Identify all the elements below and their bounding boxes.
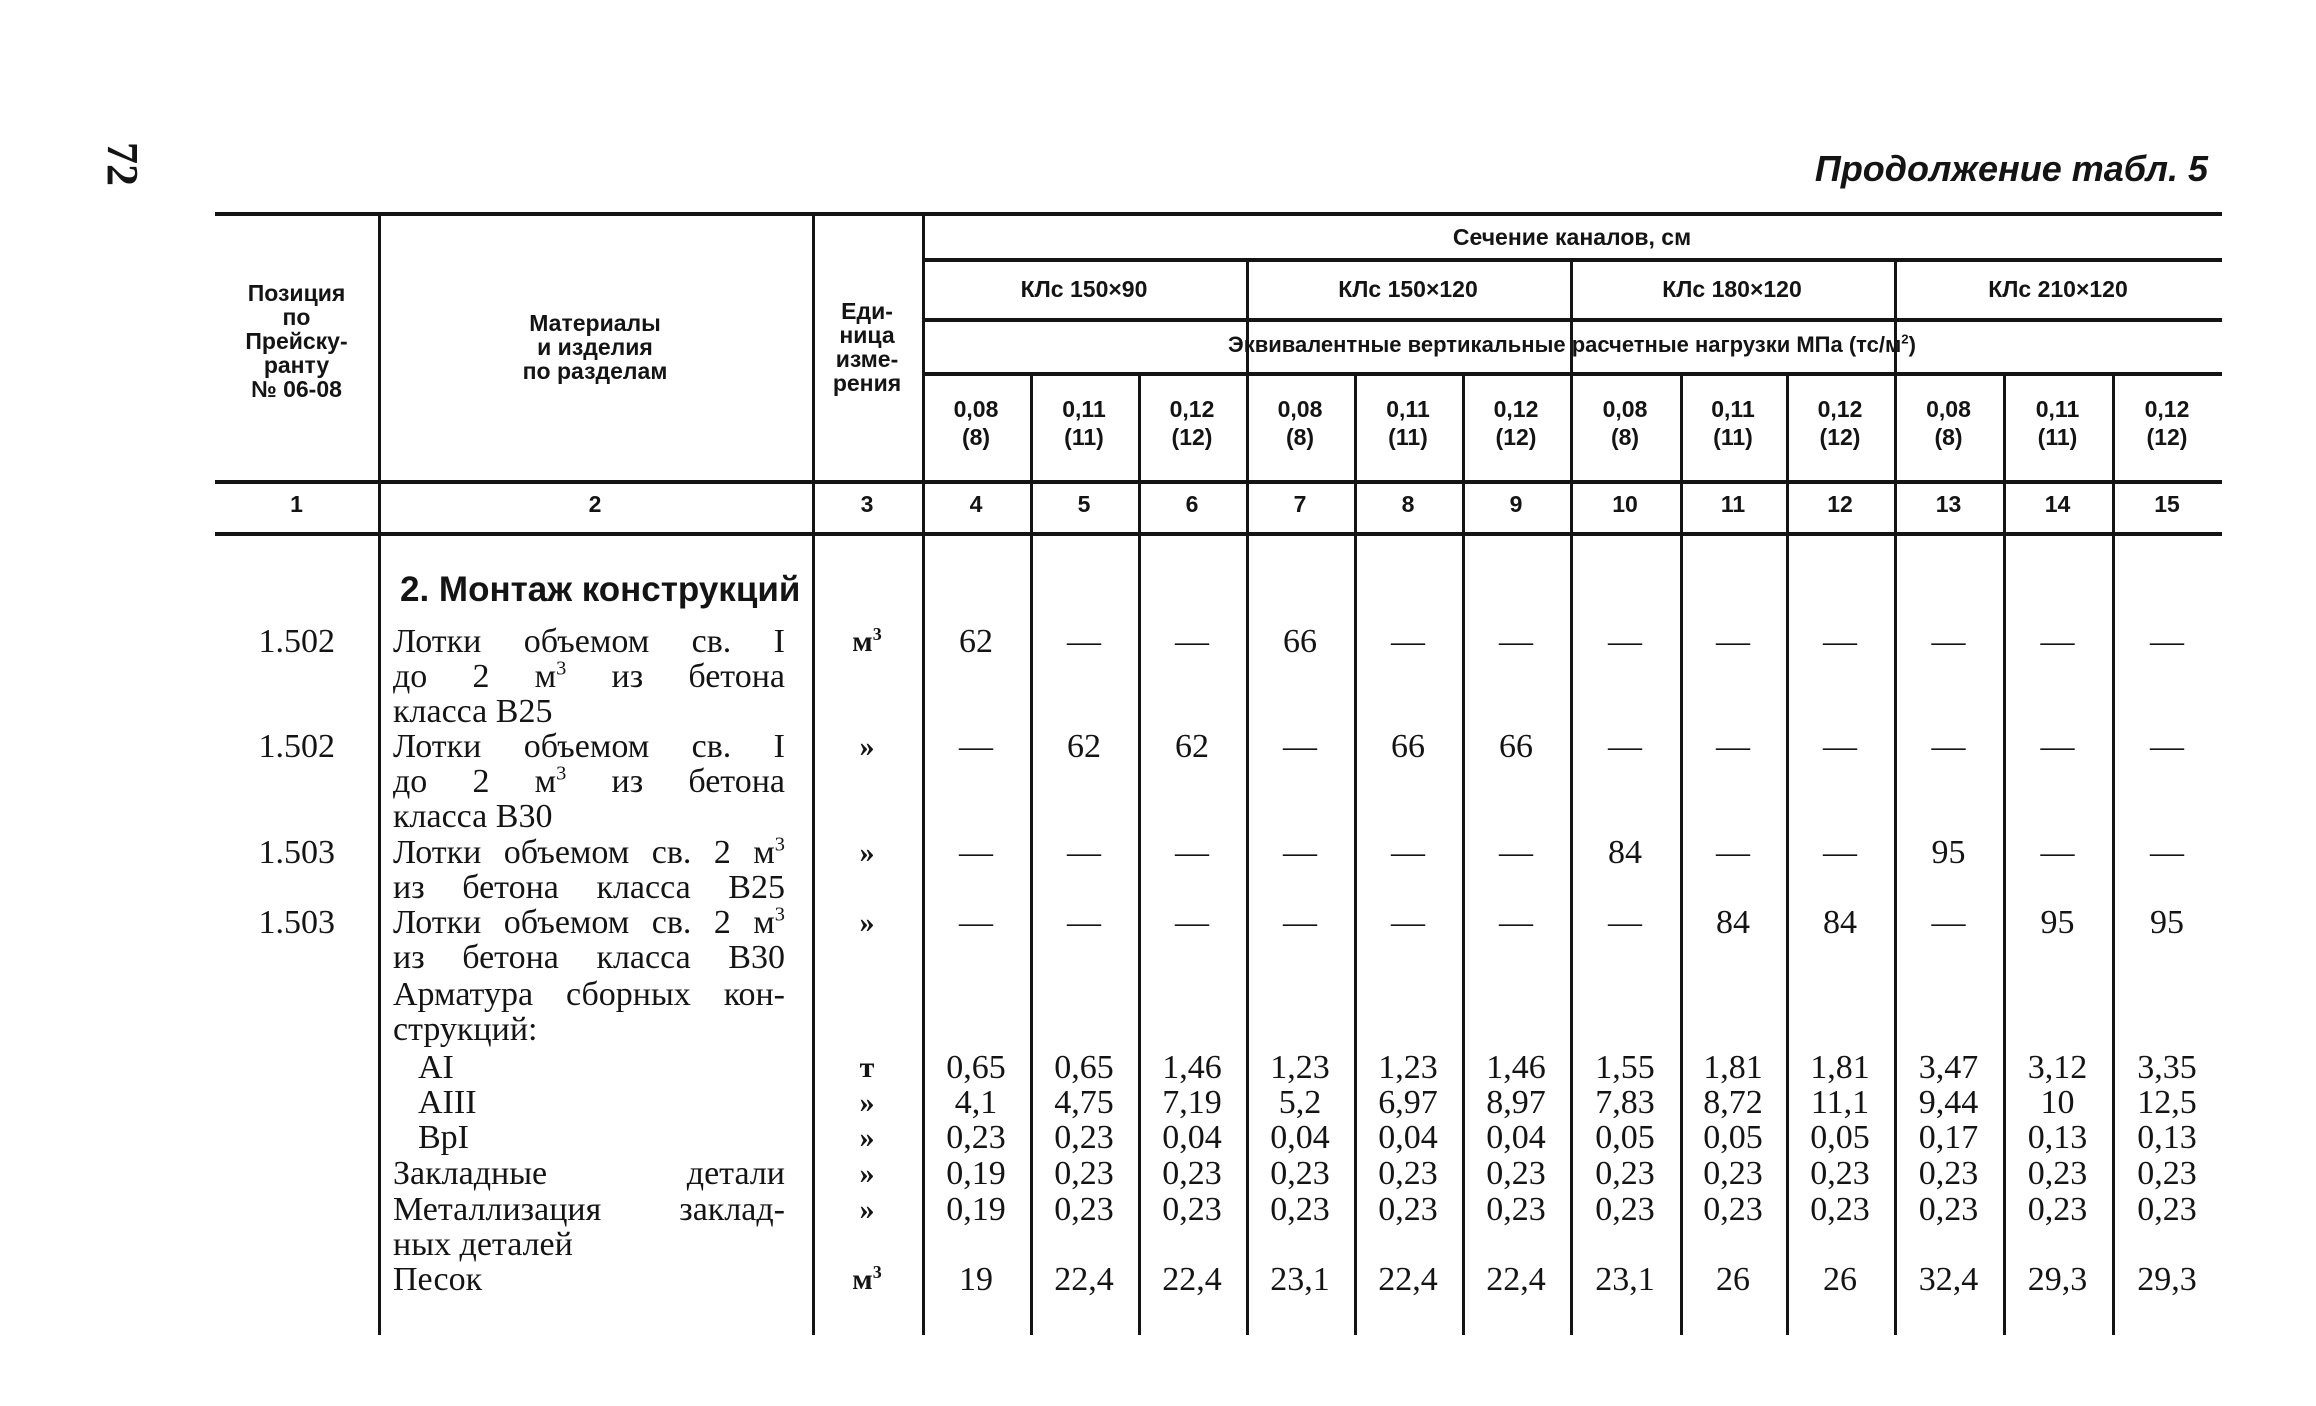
load-unit-header: (12) bbox=[1495, 424, 1537, 450]
row-unit: » bbox=[859, 1157, 875, 1190]
row-description: до 2 $м^3$ из бетона bbox=[393, 657, 785, 695]
column-number: 2 bbox=[588, 491, 602, 517]
row-value: — bbox=[959, 904, 993, 941]
row-value: 4,75 bbox=[1054, 1084, 1114, 1121]
row-value: 95 bbox=[2040, 904, 2075, 941]
row-value: 0,13 bbox=[2137, 1119, 2197, 1156]
load-unit-header: (8) bbox=[1934, 424, 1963, 450]
row-value: — bbox=[1175, 834, 1209, 871]
row-value: 0,23 bbox=[1918, 1191, 1979, 1228]
row-value: — bbox=[1931, 623, 1966, 660]
row-value: — bbox=[1175, 904, 1209, 941]
row-value: 0,23 bbox=[1378, 1155, 1438, 1192]
row-value: 84 bbox=[1608, 834, 1642, 871]
unit-header: рения bbox=[832, 370, 902, 396]
column-number: 3 bbox=[860, 491, 874, 517]
row-value: 0,23 bbox=[1810, 1155, 1870, 1192]
row-value: 0,23 bbox=[1054, 1191, 1114, 1228]
row-value: — bbox=[1823, 623, 1857, 660]
row-value: — bbox=[1823, 834, 1857, 871]
row-value: — bbox=[1608, 728, 1642, 765]
load-value-header: 0,08 bbox=[953, 396, 999, 422]
unit-header: Еди- bbox=[841, 298, 893, 324]
materials-header: по разделам bbox=[522, 358, 668, 384]
row-description: Арматура сборных кон- bbox=[393, 976, 785, 1013]
column-number: 4 bbox=[969, 491, 983, 517]
row-unit: » bbox=[859, 1121, 875, 1154]
row-description: класса В25 bbox=[393, 693, 553, 730]
row-value: 0,23 bbox=[1810, 1191, 1870, 1228]
row-value: 0,23 bbox=[2027, 1155, 2088, 1192]
row-value: 0,23 bbox=[1054, 1119, 1114, 1156]
row-description: струкций: bbox=[393, 1011, 538, 1048]
load-unit-header: (11) bbox=[2037, 424, 2078, 450]
row-value: — bbox=[959, 834, 993, 871]
row-value: 1,23 bbox=[1378, 1049, 1438, 1086]
load-value-header: 0,12 bbox=[2144, 396, 2190, 422]
row-value: — bbox=[1499, 834, 1533, 871]
row-value: 0,23 bbox=[1378, 1191, 1438, 1228]
load-value-header: 0,08 bbox=[1926, 396, 1971, 422]
section-title: 2. Монтаж конструкций bbox=[400, 570, 801, 609]
row-value: 1,46 bbox=[1162, 1049, 1222, 1086]
row-unit: » bbox=[859, 906, 875, 939]
column-number: 5 bbox=[1077, 491, 1091, 517]
row-value: 26 bbox=[1716, 1261, 1750, 1298]
row-value: 1,55 bbox=[1595, 1049, 1655, 1086]
loads-header: Эквивалентные вертикальные расчетные нагрузки МПа $(тс/м^2)$ bbox=[1228, 331, 1916, 357]
row-value: — bbox=[1716, 834, 1750, 871]
materials-header: и изделия bbox=[537, 334, 653, 360]
row-code: 1.503 bbox=[258, 834, 335, 871]
row-value: 5,2 bbox=[1278, 1084, 1322, 1121]
row-value: — bbox=[2150, 834, 2184, 871]
row-value: 0,65 bbox=[1054, 1049, 1114, 1086]
row-value: 32,4 bbox=[1918, 1261, 1979, 1298]
row-value: 66 bbox=[1283, 623, 1317, 660]
row-value: 84 bbox=[1823, 904, 1857, 941]
row-value: 0,05 bbox=[1703, 1119, 1763, 1156]
table-top-rule bbox=[215, 212, 2222, 216]
row-description: до 2 $м^3$ из бетона bbox=[393, 762, 785, 800]
column-number: 12 bbox=[1827, 491, 1853, 517]
row-code: 1.502 bbox=[258, 728, 335, 765]
row-value: 11,1 bbox=[1810, 1084, 1870, 1121]
row-value: 84 bbox=[1716, 904, 1750, 941]
load-value-header: 0,11 bbox=[1386, 396, 1430, 422]
row-value: — bbox=[1067, 904, 1101, 941]
row-value: 3,47 bbox=[1918, 1049, 1979, 1086]
row-value: 0,23 bbox=[946, 1119, 1006, 1156]
unit-header: ница bbox=[839, 322, 895, 348]
channel-header: КЛс 150×120 bbox=[1338, 276, 1478, 302]
row-value: 0,23 bbox=[1918, 1155, 1979, 1192]
row-value: — bbox=[959, 728, 993, 765]
column-number: 13 bbox=[1935, 491, 1962, 517]
position-header: Прейску- bbox=[245, 328, 348, 354]
row-value: 0,23 bbox=[1162, 1155, 1222, 1192]
row-value: 0,23 bbox=[1054, 1155, 1114, 1192]
row-value: 0,23 bbox=[2027, 1191, 2088, 1228]
row-unit: » bbox=[859, 730, 875, 763]
load-value-header: 0,12 bbox=[1817, 396, 1863, 422]
row-value: — bbox=[1499, 623, 1533, 660]
row-value: — bbox=[1931, 904, 1966, 941]
row-value: 66 bbox=[1391, 728, 1425, 765]
row-value: 6,97 bbox=[1378, 1084, 1438, 1121]
channel-header: КЛс 150×90 bbox=[1020, 276, 1148, 302]
row-value: — bbox=[1175, 623, 1209, 660]
column-numbers-rule bbox=[215, 532, 2222, 536]
load-unit-header: (8) bbox=[1610, 424, 1640, 450]
row-value: — bbox=[2040, 834, 2075, 871]
row-unit: » bbox=[859, 1086, 875, 1119]
row-value: 7,83 bbox=[1595, 1084, 1655, 1121]
row-description: класса В30 bbox=[393, 798, 553, 835]
row-value: 3,35 bbox=[2137, 1049, 2197, 1086]
load-value-header: 0,12 bbox=[1169, 396, 1215, 422]
position-header: Позиция bbox=[247, 280, 346, 306]
load-value-header: 0,12 bbox=[1493, 396, 1539, 422]
row-unit: » bbox=[859, 836, 875, 869]
column-number: 10 bbox=[1612, 491, 1638, 517]
column-number: 1 bbox=[290, 491, 303, 517]
row-value: 0,23 bbox=[2137, 1155, 2197, 1192]
row-value: 0,05 bbox=[1810, 1119, 1870, 1156]
load-value-header: 0,08 bbox=[1277, 396, 1323, 422]
row-value: 1,81 bbox=[1703, 1049, 1763, 1086]
load-unit-header: (11) bbox=[1388, 424, 1428, 450]
table-continuation-caption: Продолжение табл. 5 bbox=[1814, 148, 2208, 189]
row-value: — bbox=[1716, 623, 1750, 660]
row-value: — bbox=[1067, 623, 1101, 660]
row-value: — bbox=[1283, 904, 1317, 941]
row-description: AIII bbox=[418, 1084, 477, 1121]
row-value: 0,05 bbox=[1595, 1119, 1655, 1156]
row-value: 29,3 bbox=[2027, 1261, 2088, 1298]
column-number: 11 bbox=[1720, 491, 1746, 517]
row-value: 0,23 bbox=[1270, 1191, 1330, 1228]
row-value: 62 bbox=[1175, 728, 1209, 765]
load-unit-header: (12) bbox=[1171, 424, 1213, 450]
row-value: 3,12 bbox=[2027, 1049, 2088, 1086]
row-value: 22,4 bbox=[1378, 1261, 1438, 1298]
row-value: 0,23 bbox=[1703, 1191, 1763, 1228]
column-number: 8 bbox=[1401, 491, 1415, 517]
row-value: 0,04 bbox=[1270, 1119, 1330, 1156]
load-value-header: 0,11 bbox=[1711, 396, 1755, 422]
column-number: 14 bbox=[2044, 491, 2071, 517]
row-description: AI bbox=[418, 1049, 454, 1086]
row-value: — bbox=[1283, 728, 1317, 765]
row-value: 66 bbox=[1499, 728, 1533, 765]
row-value: 4,1 bbox=[954, 1084, 998, 1121]
row-value: — bbox=[1067, 834, 1101, 871]
row-value: 0,04 bbox=[1486, 1119, 1546, 1156]
unit-header: изме- bbox=[835, 346, 899, 372]
channel-section-header: Сечение каналов, см bbox=[1452, 224, 1692, 250]
row-value: 29,3 bbox=[2137, 1261, 2197, 1298]
row-value: — bbox=[1823, 728, 1857, 765]
row-value: — bbox=[1391, 904, 1425, 941]
row-description: Лотки объемом св. 2 $м^3$ bbox=[393, 833, 785, 871]
row-value: — bbox=[2040, 623, 2075, 660]
row-description: Лотки объемом св. 2 $м^3$ bbox=[393, 903, 785, 941]
header-bottom-rule bbox=[215, 480, 2222, 484]
row-value: 0,13 bbox=[2027, 1119, 2088, 1156]
column-number: 7 bbox=[1293, 491, 1307, 517]
row-value: 0,04 bbox=[1162, 1119, 1222, 1156]
channel-header: КЛс 180×120 bbox=[1662, 276, 1802, 302]
row-value: 9,44 bbox=[1918, 1084, 1979, 1121]
row-value: 8,72 bbox=[1703, 1084, 1763, 1121]
row-value: 19 bbox=[959, 1261, 993, 1298]
row-value: — bbox=[1391, 834, 1425, 871]
row-description: Лотки объемом св. I bbox=[393, 728, 785, 765]
load-value-header: 0,11 bbox=[1062, 396, 1106, 422]
row-description: из бетона класса В30 bbox=[393, 939, 785, 976]
row-value: 0,23 bbox=[1162, 1191, 1222, 1228]
load-value-header: 0,11 bbox=[2035, 396, 2080, 422]
row-value: 95 bbox=[2150, 904, 2184, 941]
row-unit: » bbox=[859, 1193, 875, 1226]
load-unit-header: (11) bbox=[1064, 424, 1104, 450]
row-value: 12,5 bbox=[2137, 1084, 2197, 1121]
row-description: Металлизация заклад- bbox=[393, 1191, 785, 1228]
row-description: BpI bbox=[418, 1119, 469, 1156]
load-unit-header: (12) bbox=[2146, 424, 2188, 450]
row-value: — bbox=[2040, 728, 2075, 765]
row-description: Песок bbox=[393, 1261, 483, 1298]
row-value: 0,23 bbox=[2137, 1191, 2197, 1228]
column-number: 15 bbox=[2154, 491, 2180, 517]
column-number: 9 bbox=[1509, 491, 1523, 517]
row-code: 1.503 bbox=[258, 904, 335, 941]
row-value: 0,23 bbox=[1595, 1191, 1655, 1228]
position-header: № 06-08 bbox=[251, 376, 342, 402]
row-value: 0,19 bbox=[946, 1191, 1006, 1228]
row-value: 10 bbox=[2040, 1084, 2075, 1121]
row-value: 0,23 bbox=[1595, 1155, 1655, 1192]
row-value: 23,1 bbox=[1595, 1261, 1655, 1298]
row-unit: т bbox=[859, 1051, 875, 1084]
row-code: 1.502 bbox=[258, 623, 335, 660]
row-value: — bbox=[1499, 904, 1533, 941]
load-unit-header: (8) bbox=[1285, 424, 1315, 450]
load-unit-header: (8) bbox=[961, 424, 991, 450]
row-value: 26 bbox=[1823, 1261, 1857, 1298]
page-number: 72 bbox=[98, 142, 147, 186]
row-value: 0,23 bbox=[1703, 1155, 1763, 1192]
row-value: 62 bbox=[1067, 728, 1101, 765]
row-value: — bbox=[1391, 623, 1425, 660]
row-description: ных деталей bbox=[393, 1226, 573, 1263]
load-unit-header: (11) bbox=[1713, 424, 1753, 450]
row-unit: $м^3$ bbox=[852, 624, 882, 658]
row-value: 1,81 bbox=[1810, 1049, 1870, 1086]
row-value: — bbox=[1931, 728, 1966, 765]
position-header: ранту bbox=[263, 352, 330, 378]
row-unit: $м^3$ bbox=[852, 1262, 882, 1296]
row-value: 22,4 bbox=[1162, 1261, 1222, 1298]
row-value: — bbox=[1283, 834, 1317, 871]
row-value: — bbox=[1716, 728, 1750, 765]
row-value: 1,23 bbox=[1270, 1049, 1330, 1086]
row-value: 0,19 bbox=[946, 1155, 1006, 1192]
row-description: из бетона класса В25 bbox=[393, 869, 785, 906]
row-value: 0,17 bbox=[1918, 1119, 1979, 1156]
row-value: 95 bbox=[1931, 834, 1966, 871]
row-value: 1,46 bbox=[1486, 1049, 1546, 1086]
row-value: 8,97 bbox=[1486, 1084, 1546, 1121]
row-value: 22,4 bbox=[1486, 1261, 1546, 1298]
load-value-header: 0,08 bbox=[1602, 396, 1648, 422]
row-description: Лотки объемом св. I bbox=[393, 623, 785, 660]
materials-header: Материалы bbox=[529, 310, 661, 336]
row-value: 22,4 bbox=[1054, 1261, 1114, 1298]
row-value: 7,19 bbox=[1162, 1084, 1222, 1121]
row-value: — bbox=[1608, 904, 1642, 941]
row-value: 23,1 bbox=[1270, 1261, 1330, 1298]
row-value: — bbox=[1608, 623, 1642, 660]
channel-header: КЛс 210×120 bbox=[1988, 276, 2128, 302]
position-header: по bbox=[282, 304, 311, 330]
row-value: 0,04 bbox=[1378, 1119, 1438, 1156]
row-value: — bbox=[2150, 728, 2184, 765]
column-number: 6 bbox=[1185, 491, 1199, 517]
load-unit-header: (12) bbox=[1819, 424, 1861, 450]
row-value: 0,23 bbox=[1486, 1191, 1546, 1228]
row-value: 0,65 bbox=[946, 1049, 1006, 1086]
row-value: 62 bbox=[959, 623, 993, 660]
row-value: — bbox=[2150, 623, 2184, 660]
row-value: 0,23 bbox=[1486, 1155, 1546, 1192]
row-description: Закладные детали bbox=[393, 1155, 785, 1192]
row-value: 0,23 bbox=[1270, 1155, 1330, 1192]
